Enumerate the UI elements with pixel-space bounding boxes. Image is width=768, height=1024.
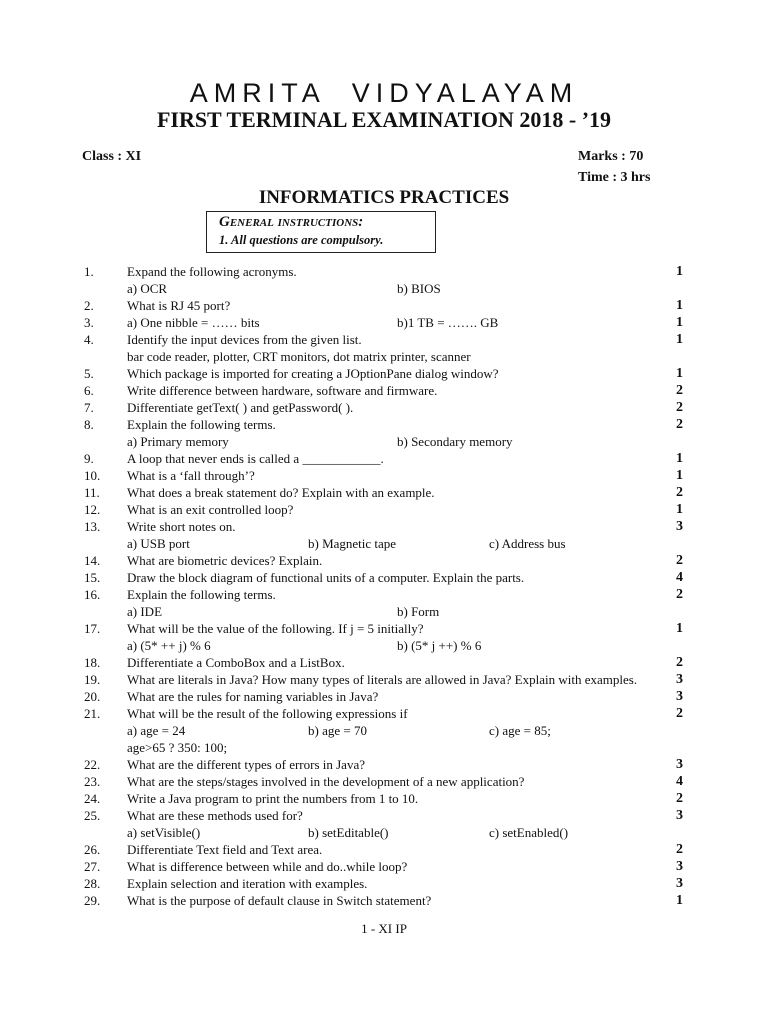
question-row [0,892,768,909]
question-text: What does a break statement do? Explain with an example. [127,485,435,500]
question-number: 23. [84,774,101,789]
question-marks: 2 [676,417,683,432]
question-marks: 1 [676,298,683,313]
question-text: Explain selection and iteration with examples. [127,876,368,891]
question-number: 13. [84,519,101,534]
question-number: 7. [84,400,94,415]
question-row [0,841,768,858]
question-number: 3. [84,315,94,330]
question-row [0,484,768,501]
question-number: 26. [84,842,101,857]
question-number: 6. [84,383,94,398]
question-text: Expand the following acronyms. [127,264,297,279]
question-text: What are the different types of errors in Java? [127,757,365,772]
question-text: What is difference between while and do..while loop? [127,859,408,874]
question-row [0,620,768,637]
question-row [0,382,768,399]
question-marks: 1 [676,621,683,636]
question-marks: 1 [676,366,683,381]
question-number: 27. [84,859,101,874]
question-number: 2. [84,298,94,313]
question-row [0,365,768,382]
question-marks: 1 [676,893,683,908]
question-number: 5. [84,366,94,381]
question-row [0,501,768,518]
question-row [0,467,768,484]
question-marks: 2 [676,791,683,806]
option-b: b) BIOS [397,281,441,296]
question-number: 29. [84,893,101,908]
question-row [0,348,768,365]
question-marks: 4 [676,570,683,585]
question-text: Identify the input devices from the given list. [127,332,362,347]
question-number: 19. [84,672,101,687]
question-row [0,603,768,620]
question-number: 12. [84,502,101,517]
question-marks: 2 [676,842,683,857]
question-row [0,331,768,348]
class-label: Class : XI [82,149,142,164]
question-text: What are the steps/stages involved in the development of a new application? [127,774,525,789]
question-number: 9. [84,451,94,466]
question-marks: 2 [676,655,683,670]
question-number: 16. [84,587,101,602]
question-text: Write difference between hardware, software and firmware. [127,383,438,398]
question-row [0,518,768,535]
instructions-line: 1. All questions are compulsory. [219,233,384,247]
question-number: 14. [84,553,101,568]
question-marks: 2 [676,587,683,602]
question-text: Explain the following terms. [127,587,276,602]
question-marks: 1 [676,502,683,517]
option-a: a) USB port [127,536,190,551]
question-text: Draw the block diagram of functional units of a computer. Explain the parts. [127,570,525,585]
option-b: b) Form [397,604,440,619]
instructions-title: General instructions: [219,214,364,230]
question-marks: 1 [676,468,683,483]
question-row [0,433,768,450]
question-text: Differentiate a ComboBox and a ListBox. [127,655,345,670]
question-marks: 2 [676,400,683,415]
question-row [0,263,768,280]
question-row [0,671,768,688]
question-text: What are these methods used for? [127,808,303,823]
question-marks: 3 [676,859,683,874]
question-text: What is an exit controlled loop? [127,502,294,517]
question-number: 4. [84,332,94,347]
question-row [0,399,768,416]
option-a: a) setVisible() [127,825,201,840]
question-number: 8. [84,417,94,432]
question-marks: 3 [676,876,683,891]
question-marks: 1 [676,332,683,347]
question-marks: 2 [676,485,683,500]
question-number: 21. [84,706,101,721]
question-text: What are the rules for naming variables in Java? [127,689,379,704]
question-row [0,586,768,603]
question-text: Write a Java program to print the numbers from 1 to 10. [127,791,419,806]
question-row [0,705,768,722]
question-list [0,263,768,909]
option-a: a) age = 24 [127,723,186,738]
question-row [0,280,768,297]
question-number: 25. [84,808,101,823]
question-row [0,807,768,824]
question-marks: 2 [676,383,683,398]
question-number: 11. [84,485,100,500]
option-a: a) One nibble = …… bits [127,315,260,330]
question-marks: 3 [676,519,683,534]
question-row [0,722,768,739]
exam-title: FIRST TERMINAL EXAMINATION 2018 - ’19 [156,107,612,132]
time-label: Time : 3 hrs [578,170,651,185]
question-marks: 4 [676,774,683,789]
question-marks: 3 [676,689,683,704]
question-number: 1. [84,264,94,279]
question-marks: 1 [676,264,683,279]
question-row [0,688,768,705]
question-text: What are biometric devices? Explain. [127,553,323,568]
option-a: a) (5* ++ j) % 6 [127,638,211,653]
question-row [0,416,768,433]
question-row [0,824,768,841]
option-b: b) Secondary memory [397,434,513,449]
question-marks: 1 [676,451,683,466]
option-b: b) age = 70 [308,723,367,738]
question-row [0,450,768,467]
question-row [0,875,768,892]
page-footer: 1 - XI IP [361,921,407,936]
question-number: 28. [84,876,101,891]
question-marks: 3 [676,757,683,772]
question-text: What will be the value of the following. If j = 5 initially? [127,621,424,636]
question-row [0,637,768,654]
question-text: Differentiate Text field and Text area. [127,842,323,857]
question-text: Differentiate getText( ) and getPassword( ). [127,400,354,415]
question-text: What are literals in Java? How many types of literals are allowed in Java? Explain with examples. [127,672,638,687]
option-a: a) OCR [127,281,168,296]
question-text: What is RJ 45 port? [127,298,231,313]
question-text: age>65 ? 350: 100; [127,740,228,755]
question-row [0,654,768,671]
school-name: AMRITA VIDYALAYAM [189,78,579,108]
question-row [0,739,768,756]
question-number: 20. [84,689,101,704]
question-marks: 3 [676,808,683,823]
question-marks: 3 [676,672,683,687]
question-row [0,756,768,773]
question-text: What will be the result of the following expressions if [127,706,408,721]
question-number: 10. [84,468,101,483]
option-c: c) Address bus [489,536,566,551]
subject-title: INFORMATICS PRACTICES [258,187,510,208]
question-text: A loop that never ends is called a ____________. [127,451,384,466]
question-row [0,314,768,331]
option-a: a) IDE [127,604,163,619]
question-text: What is a ‘fall through’? [127,468,255,483]
question-number: 15. [84,570,101,585]
question-text: What is the purpose of default clause in Switch statement? [127,893,432,908]
question-row [0,773,768,790]
option-b: b)1 TB = ……. GB [397,315,499,330]
question-row [0,858,768,875]
question-number: 24. [84,791,101,806]
option-b: b) (5* j ++) % 6 [397,638,482,653]
question-text: bar code reader, plotter, CRT monitors, dot matrix printer, scanner [127,349,471,364]
question-row [0,535,768,552]
question-marks: 1 [676,315,683,330]
question-row [0,552,768,569]
question-text: Write short notes on. [127,519,236,534]
question-row [0,569,768,586]
option-a: a) Primary memory [127,434,229,449]
option-b: b) setEditable() [308,825,389,840]
instructions-box [206,211,436,253]
question-number: 22. [84,757,101,772]
question-number: 18. [84,655,101,670]
question-row [0,790,768,807]
option-c: c) age = 85; [489,723,551,738]
question-row [0,297,768,314]
question-text: Which package is imported for creating a JOptionPane dialog window? [127,366,499,381]
option-c: c) setEnabled() [489,825,569,840]
option-b: b) Magnetic tape [308,536,397,551]
question-text: Explain the following terms. [127,417,276,432]
marks-label: Marks : 70 [578,149,644,164]
question-number: 17. [84,621,101,636]
question-marks: 2 [676,706,683,721]
question-marks: 2 [676,553,683,568]
